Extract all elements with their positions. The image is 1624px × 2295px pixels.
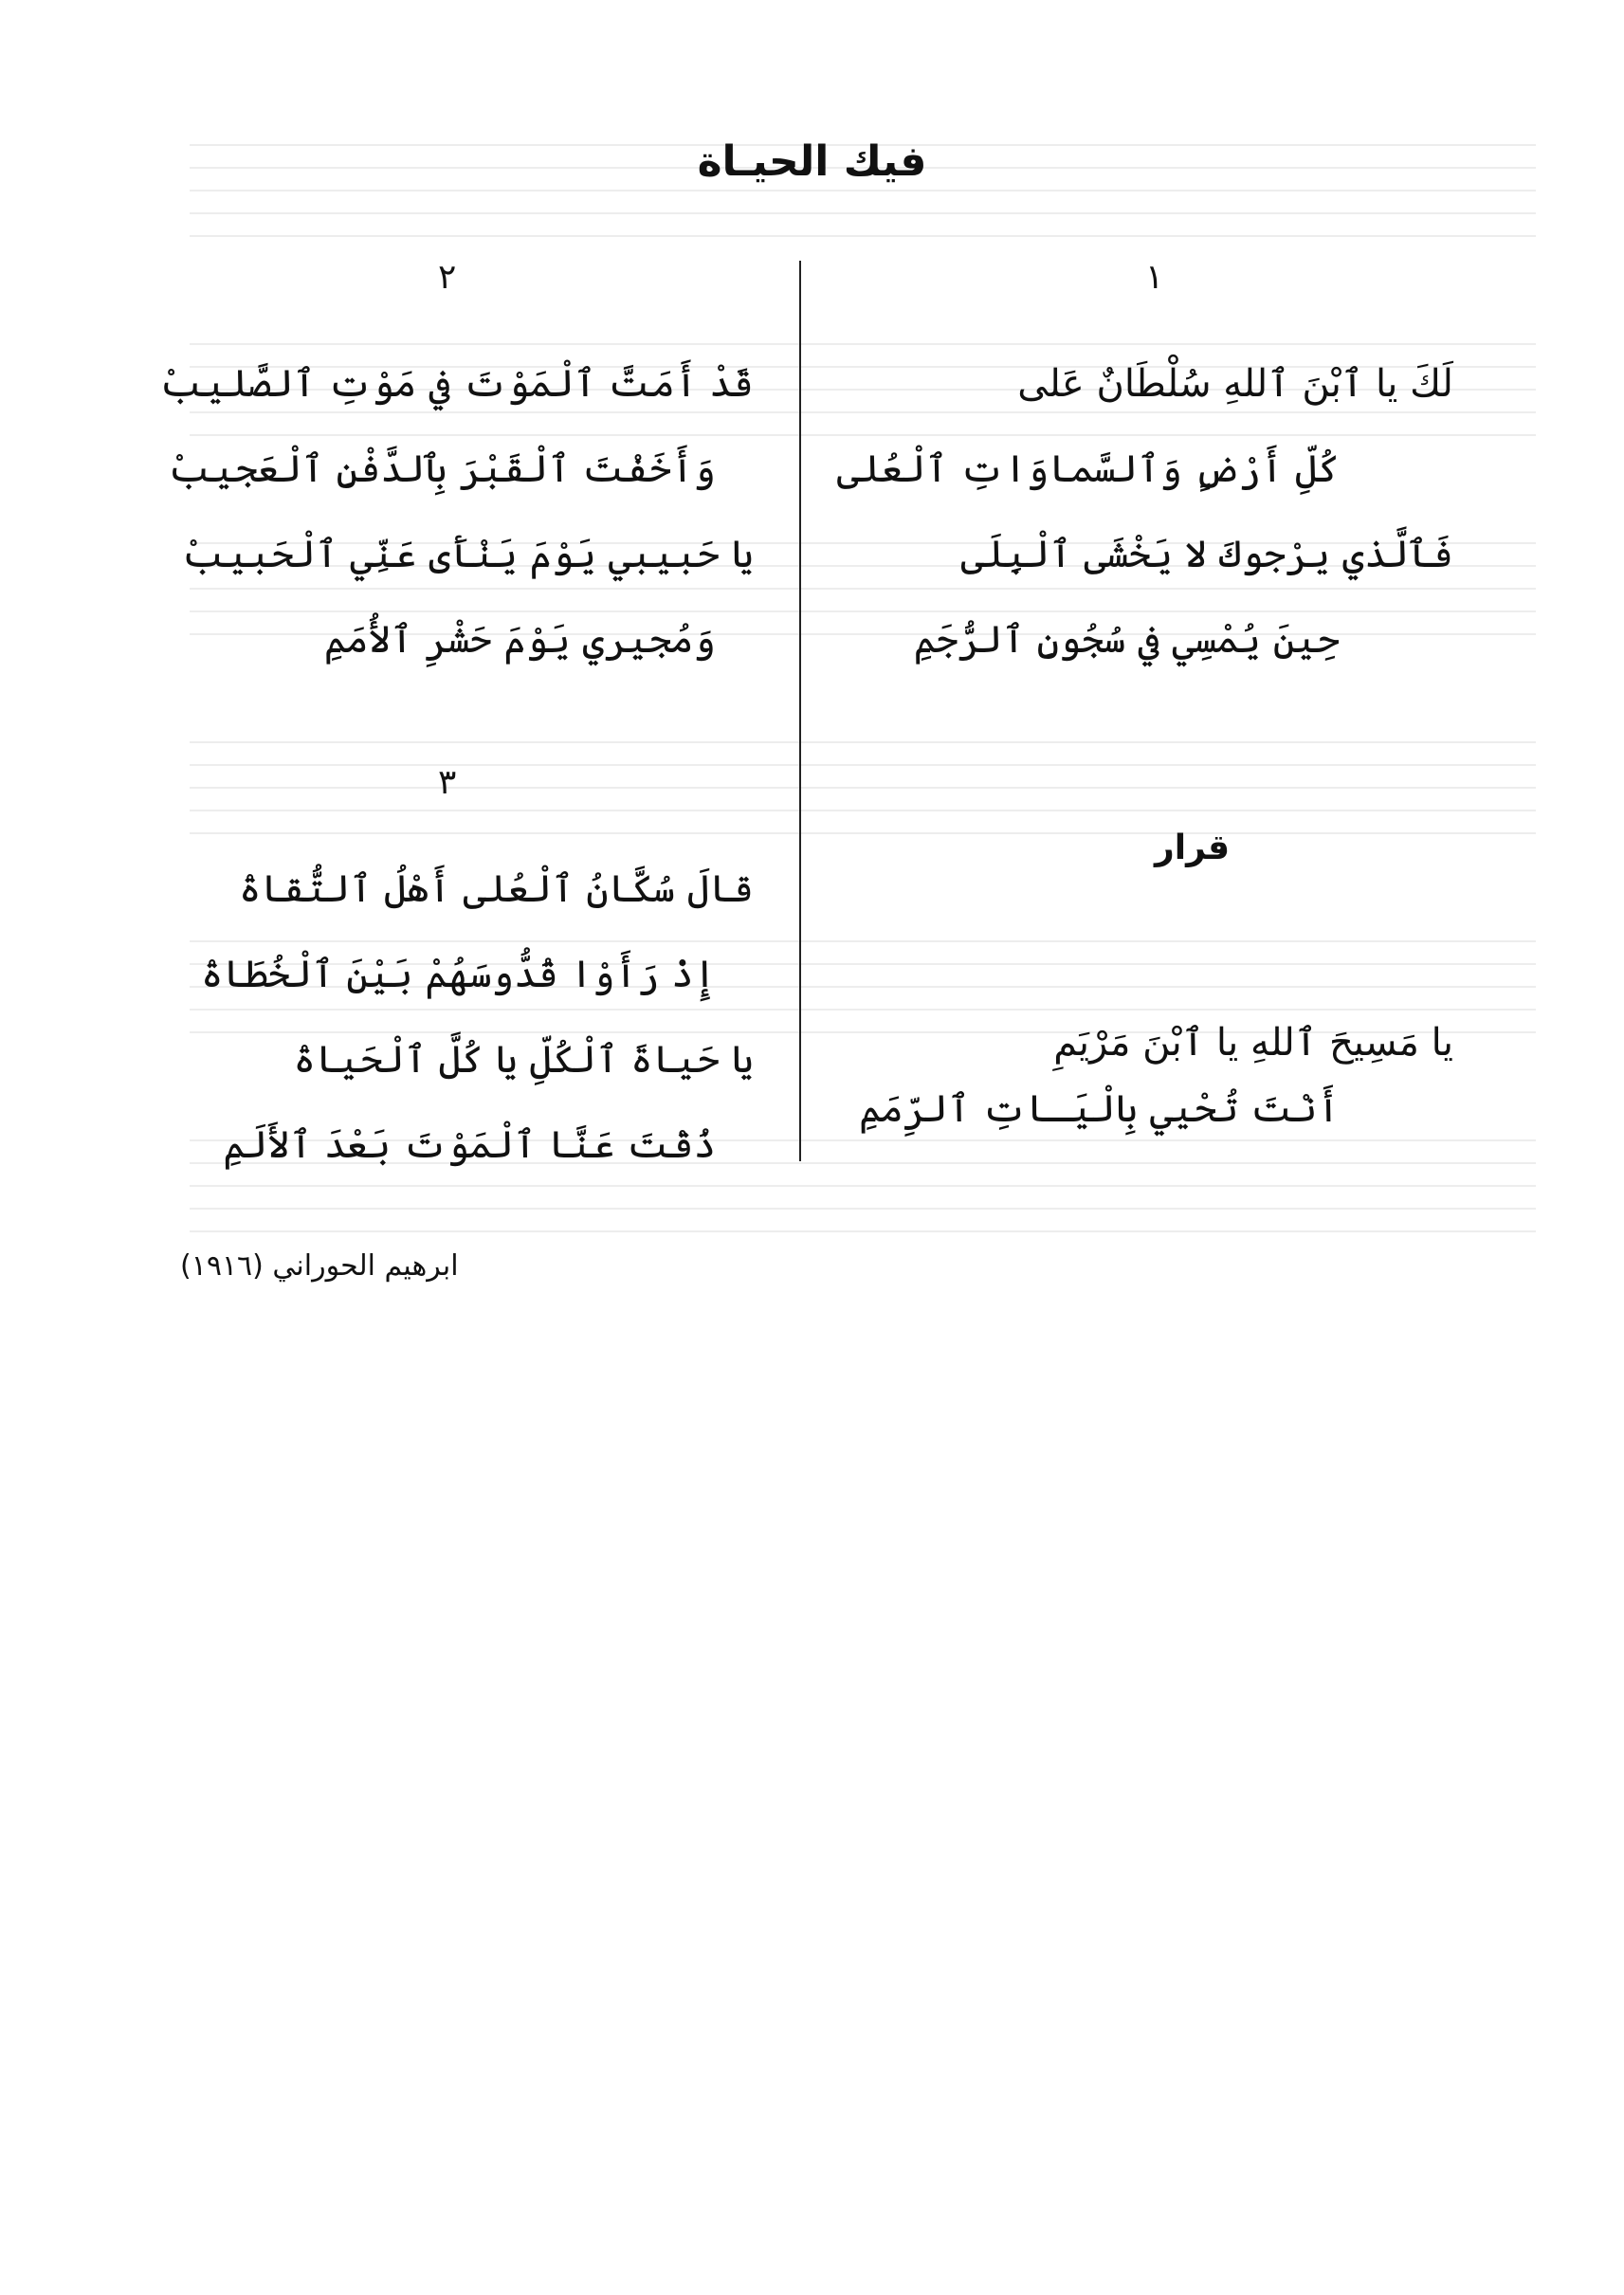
refrain-line-2: أَنْتَ تُحْيي بِالْيَـاتِ ٱلرِّمَمِ: [859, 1087, 1340, 1131]
stanza-2-line-3: يا حَبيبي يَوْمَ يَنْأَى عَنِّي ٱلْحَبيبْ: [182, 533, 754, 576]
stanza-3-line-3: يا حَياةَ ٱلْكُلِّ يا كُلَّ ٱلْحَياةْ: [293, 1038, 754, 1082]
refrain-title: قرار: [1155, 829, 1231, 867]
poem-title: فيك الحيـاة: [697, 137, 927, 186]
stanza-3-number: ٣: [438, 763, 457, 802]
stanza-1: [837, 341, 1453, 683]
refrain: [859, 1000, 1453, 1152]
stanza-1-line-2: كُلِّ أَرْضٍ وَٱلسَّماوَاتِ ٱلْعُلى: [836, 447, 1340, 491]
column-divider: [799, 261, 801, 1161]
stanza-3-line-2: إِذْ رَأَوْا قُدُّوسَهُمْ بَيْنَ ٱلْخُطَاةْ: [200, 953, 716, 996]
refrain-line-1: يا مَسِيحَ ٱللهِ يا ٱبْنَ مَرْيَمِ: [1053, 1021, 1453, 1065]
stanza-2-line-1: قَدْ أَمَتَّ ٱلْمَوْتَ في مَوْتِ ٱلصَّليبْ: [159, 362, 754, 406]
stanza-2-number: ٢: [438, 258, 457, 297]
stanza-3-line-4: ذُقْتَ عَنَّا ٱلْمَوْتَ بَعْدَ ٱلأَلَمِ: [223, 1123, 716, 1167]
author-signature: ابرهيم الحوراني (١٩١٦): [180, 1249, 459, 1283]
stanza-2-line-2: وَأَخَفْتَ ٱلْقَبْرَ بِٱلدَّفْنِ ٱلْعَجيبْ: [168, 447, 716, 491]
stanza-3-line-1: قالَ سُكَّانُ ٱلْعُلى أَهْلُ ٱلتُّقاةْ: [238, 867, 754, 911]
stanza-1-line-1: لَكَ يا ٱبْنَ ٱللهِ سُلْطَانٌ عَلى: [1017, 362, 1453, 406]
stanza-1-line-3: فَٱلَّذي يرْجوكَ لا يَخْشَى ٱلْبِلَى: [960, 533, 1453, 576]
stanza-3: [201, 847, 754, 1188]
stanza-2-line-4: وَمُجيري يَوْمَ حَشْرِ ٱلأُمَمِ: [323, 618, 716, 662]
stanza-1-line-4: حِينَ يُمْسِي في سُجُونِ ٱلرُّجَمِ: [913, 618, 1340, 662]
stanza-2: [160, 341, 754, 683]
stanza-1-number: ١: [1145, 258, 1164, 297]
